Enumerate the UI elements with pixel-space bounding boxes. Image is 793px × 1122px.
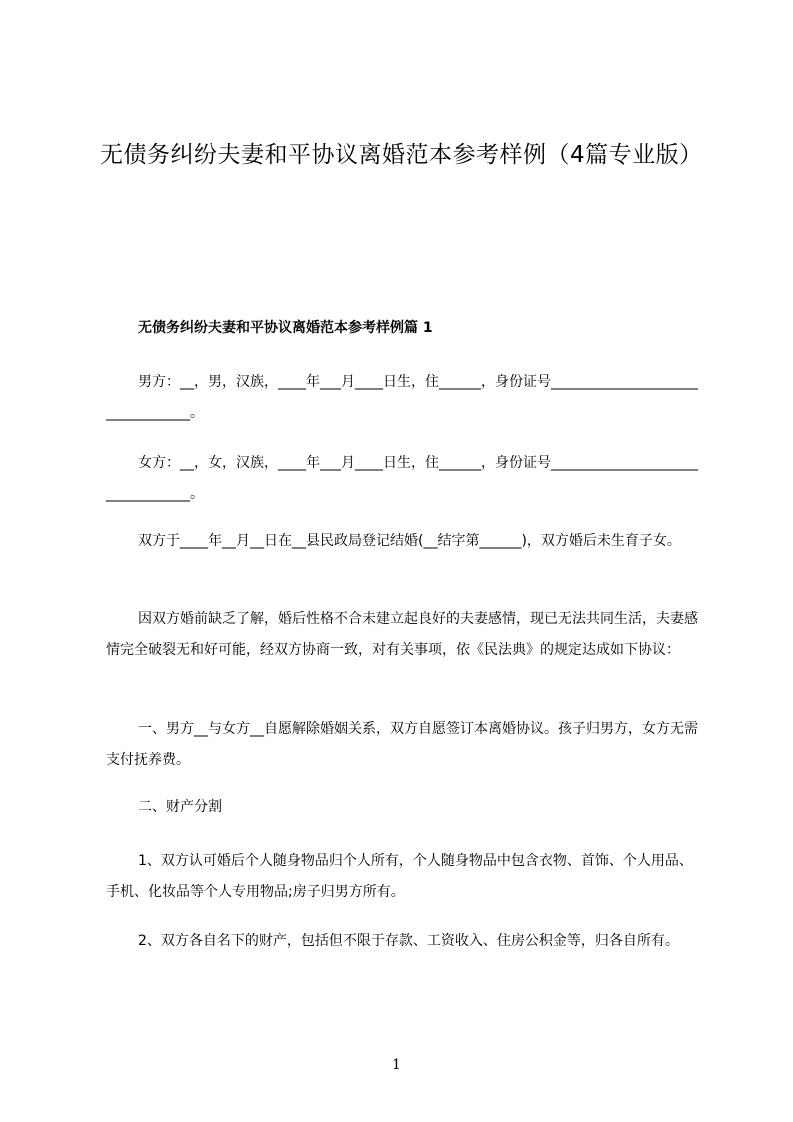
page-number: 1 xyxy=(392,1057,401,1073)
paragraph-clause-two-heading: 二、财产分割 xyxy=(138,799,222,815)
paragraph-wife-info: 女方：__，女，汉族，____年___月____日生，住______，身份证号_________________________________。 xyxy=(106,455,698,502)
section-heading: 无债务纠纷夫妻和平协议离婚范本参考样例篇 1 xyxy=(138,320,433,336)
document-title: 无债务纠纷夫妻和平协议离婚范本参考样例（4篇专业版） xyxy=(100,142,703,168)
paragraph-marriage-registration: 双方于____年__月__日在__县民政局登记结婚(__结字第______)，双方婚后未生育子女。 xyxy=(138,533,681,549)
paragraph-clause-one: 一、男方__与女方__自愿解除婚姻关系，双方自愿签订本离婚协议。孩子归男方，女方无需支付抚养费。 xyxy=(106,721,698,768)
paragraph-husband-info: 男方：__，男，汉族，____年___月____日生，住______，身份证号_________________________________。 xyxy=(106,374,698,421)
paragraph-property-item-1: 1、双方认可婚后个人随身物品归个人所有，个人随身物品中包含衣物、首饰、个人用品、手机、化妆品等个人专用物品;房子归男方所有。 xyxy=(106,853,693,900)
paragraph-divorce-reason: 因双方婚前缺乏了解，婚后性格不合未建立起良好的夫妻感情，现已无法共同生活，夫妻感情完全破裂无和好可能，经双方协商一致，对有关事项，依《民法典》的规定达成如下协议： xyxy=(106,611,698,658)
paragraph-property-item-2: 2、双方各自名下的财产，包括但不限于存款、工资收入、住房公积金等，归各自所有。 xyxy=(138,933,679,949)
